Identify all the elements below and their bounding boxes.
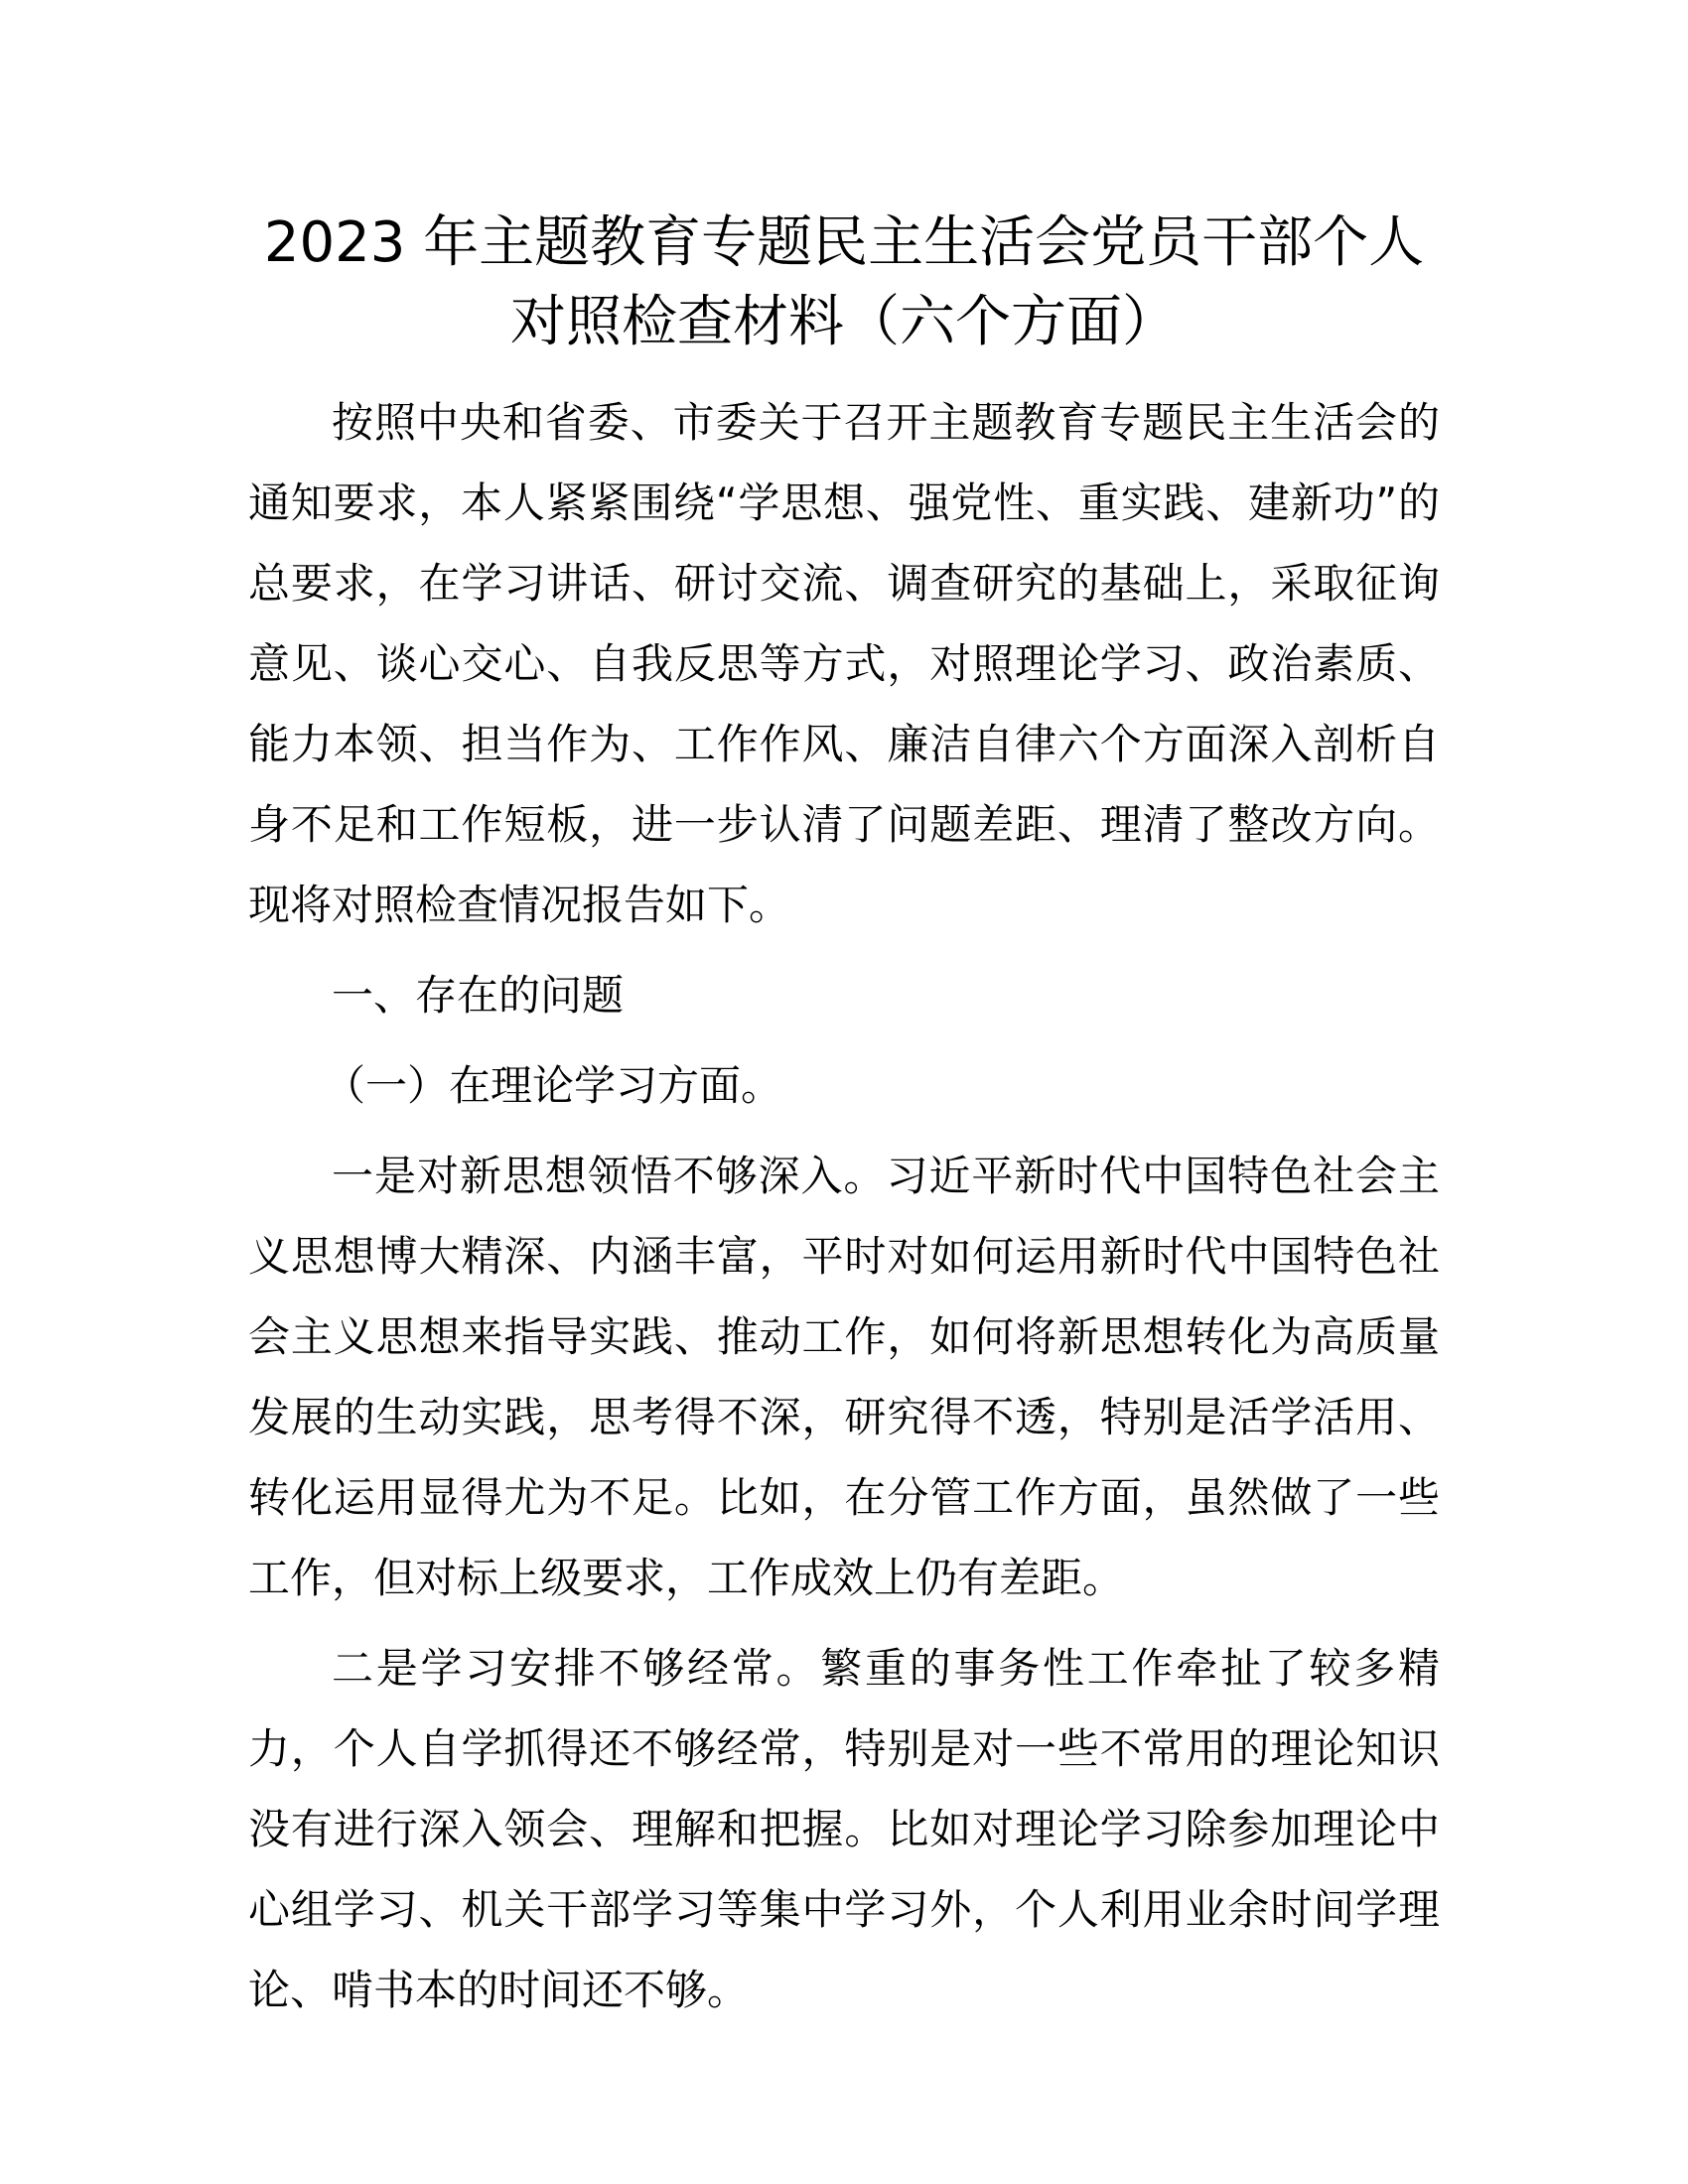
subsection-heading-theory-study: （一）在理论学习方面。 bbox=[324, 1061, 783, 1110]
paragraph-point-two: 二是学习安排不够经常。繁重的事务性工作牵扯了较多精力，个人自学抓得还不够经常，特别是对一些不常用的理论知识没有进行深入领会、理解和把握。比如对理论学习除参加理论中心组学习、机关干部学习等集中学习外，个人利用业余时间学理论、啃书本的时间还不够。 bbox=[248, 1644, 1440, 2014]
title-line-1: 2023 年主题教育专题民主生活会党员干部个人 bbox=[263, 210, 1425, 275]
intro-paragraph: 按照中央和省委、市委关于召开主题教育专题民主生活会的通知要求，本人紧紧围绕“学思想、强党性、重实践、建新功”的总要求，在学习讲话、研讨交流、调查研究的基础上，采取征询意见、谈心交心、自我反思等方式，对照理论学习、政治素质、能力本领、担当作为、工作作风、廉洁自律六个方面深入剖析自身不足和工作短板，进一步认清了问题差距、理清了整改方向。现将对照检查情况报告如下。 bbox=[248, 398, 1440, 929]
document-title bbox=[199, 204, 1489, 362]
paragraph-point-one: 一是对新思想领悟不够深入。习近平新时代中国特色社会主义思想博大精深、内涵丰富，平时对如何运用新时代中国特色社会主义思想来指导实践、推动工作，如何将新思想转化为高质量发展的生动实践，思考得不深，研究得不透，特别是活学活用、转化运用显得尤为不足。比如，在分管工作方面，虽然做了一些工作，但对标上级要求，工作成效上仍有差距。 bbox=[248, 1152, 1440, 1602]
title-line-2: 对照检查材料（六个方面） bbox=[510, 290, 1178, 354]
document-body bbox=[248, 382, 1440, 2030]
section-heading-problems: 一、存在的问题 bbox=[332, 971, 625, 1020]
